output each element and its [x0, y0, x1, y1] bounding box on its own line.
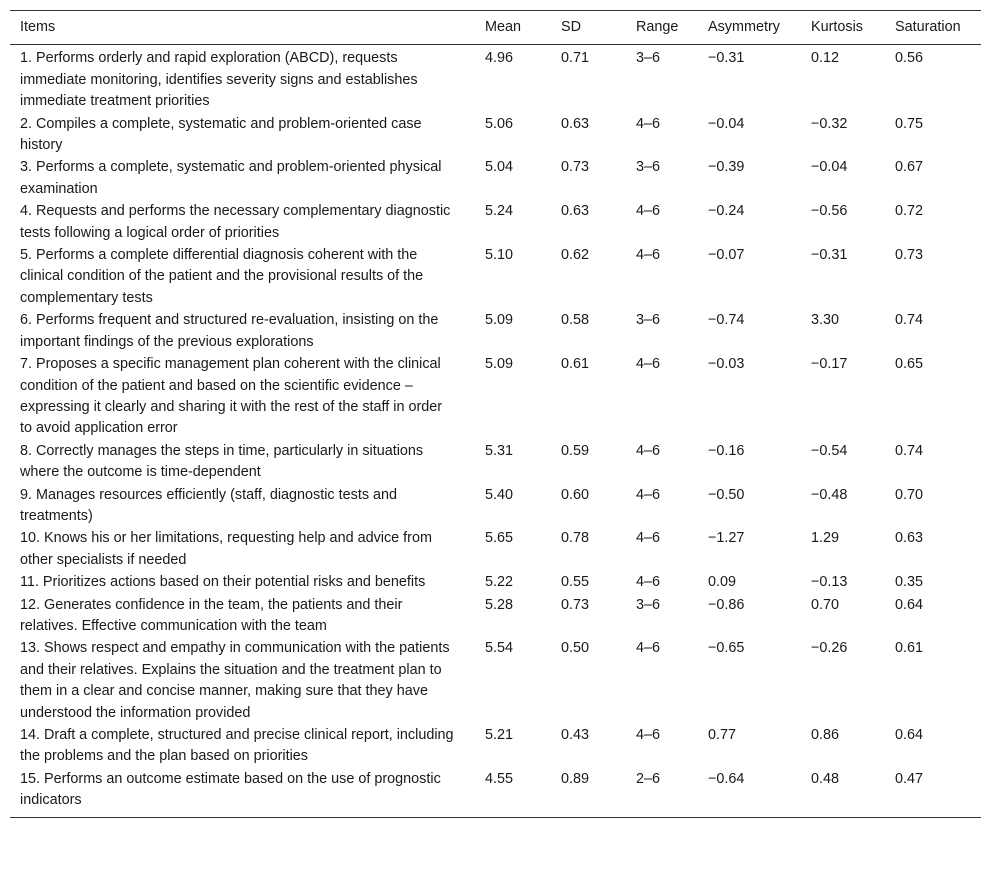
table-row	[10, 724, 981, 768]
mean-cell: 5.40	[485, 486, 514, 503]
kurtosis-cell: 0.86	[811, 727, 840, 743]
asymmetry-cell: −0.39	[708, 159, 745, 176]
table-row	[10, 113, 981, 157]
saturation-cell: 0.35	[895, 574, 924, 591]
item-cell: 15. Performs an outcome estimate based on the use of prognostic indicators	[20, 770, 441, 809]
item-cell: 6. Performs frequent and structured re-evaluation, insisting on the important findings of the previous explorations	[20, 312, 439, 350]
header-sd: SD	[561, 19, 581, 35]
header-items: Items	[20, 19, 56, 35]
range-cell: 3–6	[636, 50, 661, 67]
saturation-cell: 0.64	[895, 596, 924, 613]
mean-cell: 5.10	[485, 247, 514, 264]
header-asymmetry: Asymmetry	[708, 19, 780, 35]
range-cell: 4–6	[636, 640, 661, 657]
item-cell: 3. Performs a complete, systematic and problem-oriented physical examination	[20, 159, 442, 197]
item-cell: 9. Manages resources efficiently (staff, diagnostic tests and treatments)	[20, 486, 398, 524]
kurtosis-cell: −0.48	[811, 486, 848, 503]
sd-cell: 0.71	[561, 50, 590, 67]
saturation-cell: 0.61	[895, 640, 924, 657]
asymmetry-cell: −0.74	[708, 312, 745, 329]
item-cell: 4. Requests and performs the necessary complementary diagnostic tests following a logical order of priorities	[20, 203, 451, 241]
sd-cell: 0.55	[561, 574, 590, 591]
table-row	[10, 571, 981, 593]
table-row	[10, 353, 981, 440]
item-statistics-table	[10, 10, 981, 818]
range-cell: 4–6	[636, 574, 661, 591]
kurtosis-cell: −0.13	[811, 574, 848, 591]
table-body	[10, 45, 981, 817]
asymmetry-cell: −0.50	[708, 486, 745, 503]
saturation-cell: 0.74	[895, 442, 924, 459]
asymmetry-cell: 0.77	[708, 727, 737, 743]
mean-cell: 4.55	[485, 770, 514, 787]
asymmetry-cell: −0.24	[708, 203, 745, 220]
sd-cell: 0.63	[561, 203, 590, 220]
range-cell: 2–6	[636, 770, 661, 787]
sd-cell: 0.50	[561, 640, 590, 657]
header-saturation: Saturation	[895, 19, 961, 35]
saturation-cell: 0.74	[895, 312, 924, 329]
sd-cell: 0.62	[561, 247, 590, 264]
mean-cell: 5.31	[485, 442, 514, 459]
statistics-table-container	[10, 10, 981, 818]
asymmetry-cell: −0.03	[708, 356, 745, 373]
header-range: Range	[636, 19, 679, 35]
sd-cell: 0.73	[561, 159, 590, 176]
saturation-cell: 0.75	[895, 115, 924, 132]
saturation-cell: 0.65	[895, 356, 924, 373]
range-cell: 3–6	[636, 159, 661, 176]
range-cell: 3–6	[636, 596, 661, 613]
item-cell: 13. Shows respect and empathy in communication with the patients and their relatives. Explains the situation and the treatment plan to them in a clear and concise manner, making sure that they have understood the information provided	[20, 640, 450, 721]
kurtosis-cell: −0.31	[811, 247, 848, 264]
saturation-cell: 0.64	[895, 727, 924, 743]
kurtosis-cell: 0.12	[811, 50, 840, 67]
sd-cell: 0.78	[561, 530, 590, 547]
table-header-row	[10, 11, 981, 45]
saturation-cell: 0.63	[895, 530, 924, 547]
saturation-cell: 0.56	[895, 50, 924, 67]
mean-cell: 5.04	[485, 159, 514, 176]
table-row	[10, 156, 981, 200]
sd-cell: 0.61	[561, 356, 590, 373]
asymmetry-cell: −0.64	[708, 770, 745, 787]
saturation-cell: 0.47	[895, 770, 924, 787]
table-row	[10, 768, 981, 817]
range-cell: 4–6	[636, 442, 661, 459]
kurtosis-cell: −0.17	[811, 356, 848, 373]
asymmetry-cell: −0.04	[708, 115, 745, 132]
saturation-cell: 0.67	[895, 159, 924, 176]
sd-cell: 0.63	[561, 115, 590, 132]
table-row	[10, 484, 981, 528]
asymmetry-cell: 0.09	[708, 574, 737, 591]
kurtosis-cell: −0.56	[811, 203, 848, 220]
asymmetry-cell: −0.65	[708, 640, 745, 657]
item-cell: 14. Draft a complete, structured and precise clinical report, including the problems and the plan based on priorities	[20, 727, 454, 765]
sd-cell: 0.73	[561, 596, 590, 613]
table-row	[10, 45, 981, 113]
sd-cell: 0.59	[561, 442, 590, 459]
sd-cell: 0.60	[561, 486, 590, 503]
table-row	[10, 637, 981, 724]
table-row	[10, 527, 981, 571]
kurtosis-cell: 0.48	[811, 770, 840, 787]
mean-cell: 5.54	[485, 640, 514, 657]
item-cell: 8. Correctly manages the steps in time, particularly in situations where the outcome is time-dependent	[20, 442, 424, 481]
kurtosis-cell: −0.04	[811, 159, 848, 176]
table-row	[10, 594, 981, 638]
kurtosis-cell: 3.30	[811, 312, 840, 329]
kurtosis-cell: 0.70	[811, 596, 840, 613]
item-cell: 7. Proposes a specific management plan coherent with the clinical condition of the patient and based on the scientific evidence – expressing it clearly and sharing it with the rest of the staff in order to avoid application error	[20, 356, 443, 437]
mean-cell: 5.09	[485, 356, 514, 373]
asymmetry-cell: −0.16	[708, 442, 745, 459]
range-cell: 4–6	[636, 727, 661, 743]
item-cell: 11. Prioritizes actions based on their potential risks and benefits	[20, 574, 426, 591]
sd-cell: 0.58	[561, 312, 590, 329]
saturation-cell: 0.72	[895, 203, 924, 220]
item-cell: 2. Compiles a complete, systematic and problem-oriented case history	[20, 115, 422, 154]
saturation-cell: 0.73	[895, 247, 924, 264]
mean-cell: 5.22	[485, 574, 514, 591]
item-cell: 1. Performs orderly and rapid exploration (ABCD), requests immediate monitoring, identifies severity signs and establishes immediate treatment priorities	[20, 50, 418, 110]
table-row	[10, 200, 981, 244]
sd-cell: 0.43	[561, 727, 590, 743]
mean-cell: 5.09	[485, 312, 514, 329]
asymmetry-cell: −0.31	[708, 50, 745, 67]
header-kurtosis: Kurtosis	[811, 19, 863, 35]
header-mean: Mean	[485, 19, 521, 35]
sd-cell: 0.89	[561, 770, 590, 787]
kurtosis-cell: 1.29	[811, 530, 840, 547]
range-cell: 4–6	[636, 486, 661, 503]
item-cell: 5. Performs a complete differential diagnosis coherent with the clinical condition of the patient and the provisional results of the complementary tests	[20, 247, 424, 306]
item-cell: 10. Knows his or her limitations, requesting help and advice from other specialists if needed	[20, 530, 432, 568]
mean-cell: 5.24	[485, 203, 514, 220]
mean-cell: 5.65	[485, 530, 514, 547]
saturation-cell: 0.70	[895, 486, 924, 503]
asymmetry-cell: −0.07	[708, 247, 745, 264]
range-cell: 4–6	[636, 203, 661, 220]
range-cell: 4–6	[636, 530, 661, 547]
range-cell: 3–6	[636, 312, 661, 329]
kurtosis-cell: −0.26	[811, 640, 848, 657]
asymmetry-cell: −0.86	[708, 596, 745, 613]
asymmetry-cell: −1.27	[708, 530, 745, 547]
range-cell: 4–6	[636, 247, 661, 264]
mean-cell: 5.06	[485, 115, 514, 132]
item-cell: 12. Generates confidence in the team, the patients and their relatives. Effective communication with the team	[20, 596, 403, 634]
kurtosis-cell: −0.54	[811, 442, 848, 459]
range-cell: 4–6	[636, 356, 661, 373]
range-cell: 4–6	[636, 115, 661, 132]
kurtosis-cell: −0.32	[811, 115, 848, 132]
mean-cell: 5.21	[485, 727, 514, 743]
table-row	[10, 440, 981, 484]
table-row	[10, 309, 981, 353]
mean-cell: 4.96	[485, 50, 514, 67]
mean-cell: 5.28	[485, 596, 514, 613]
table-row	[10, 244, 981, 309]
